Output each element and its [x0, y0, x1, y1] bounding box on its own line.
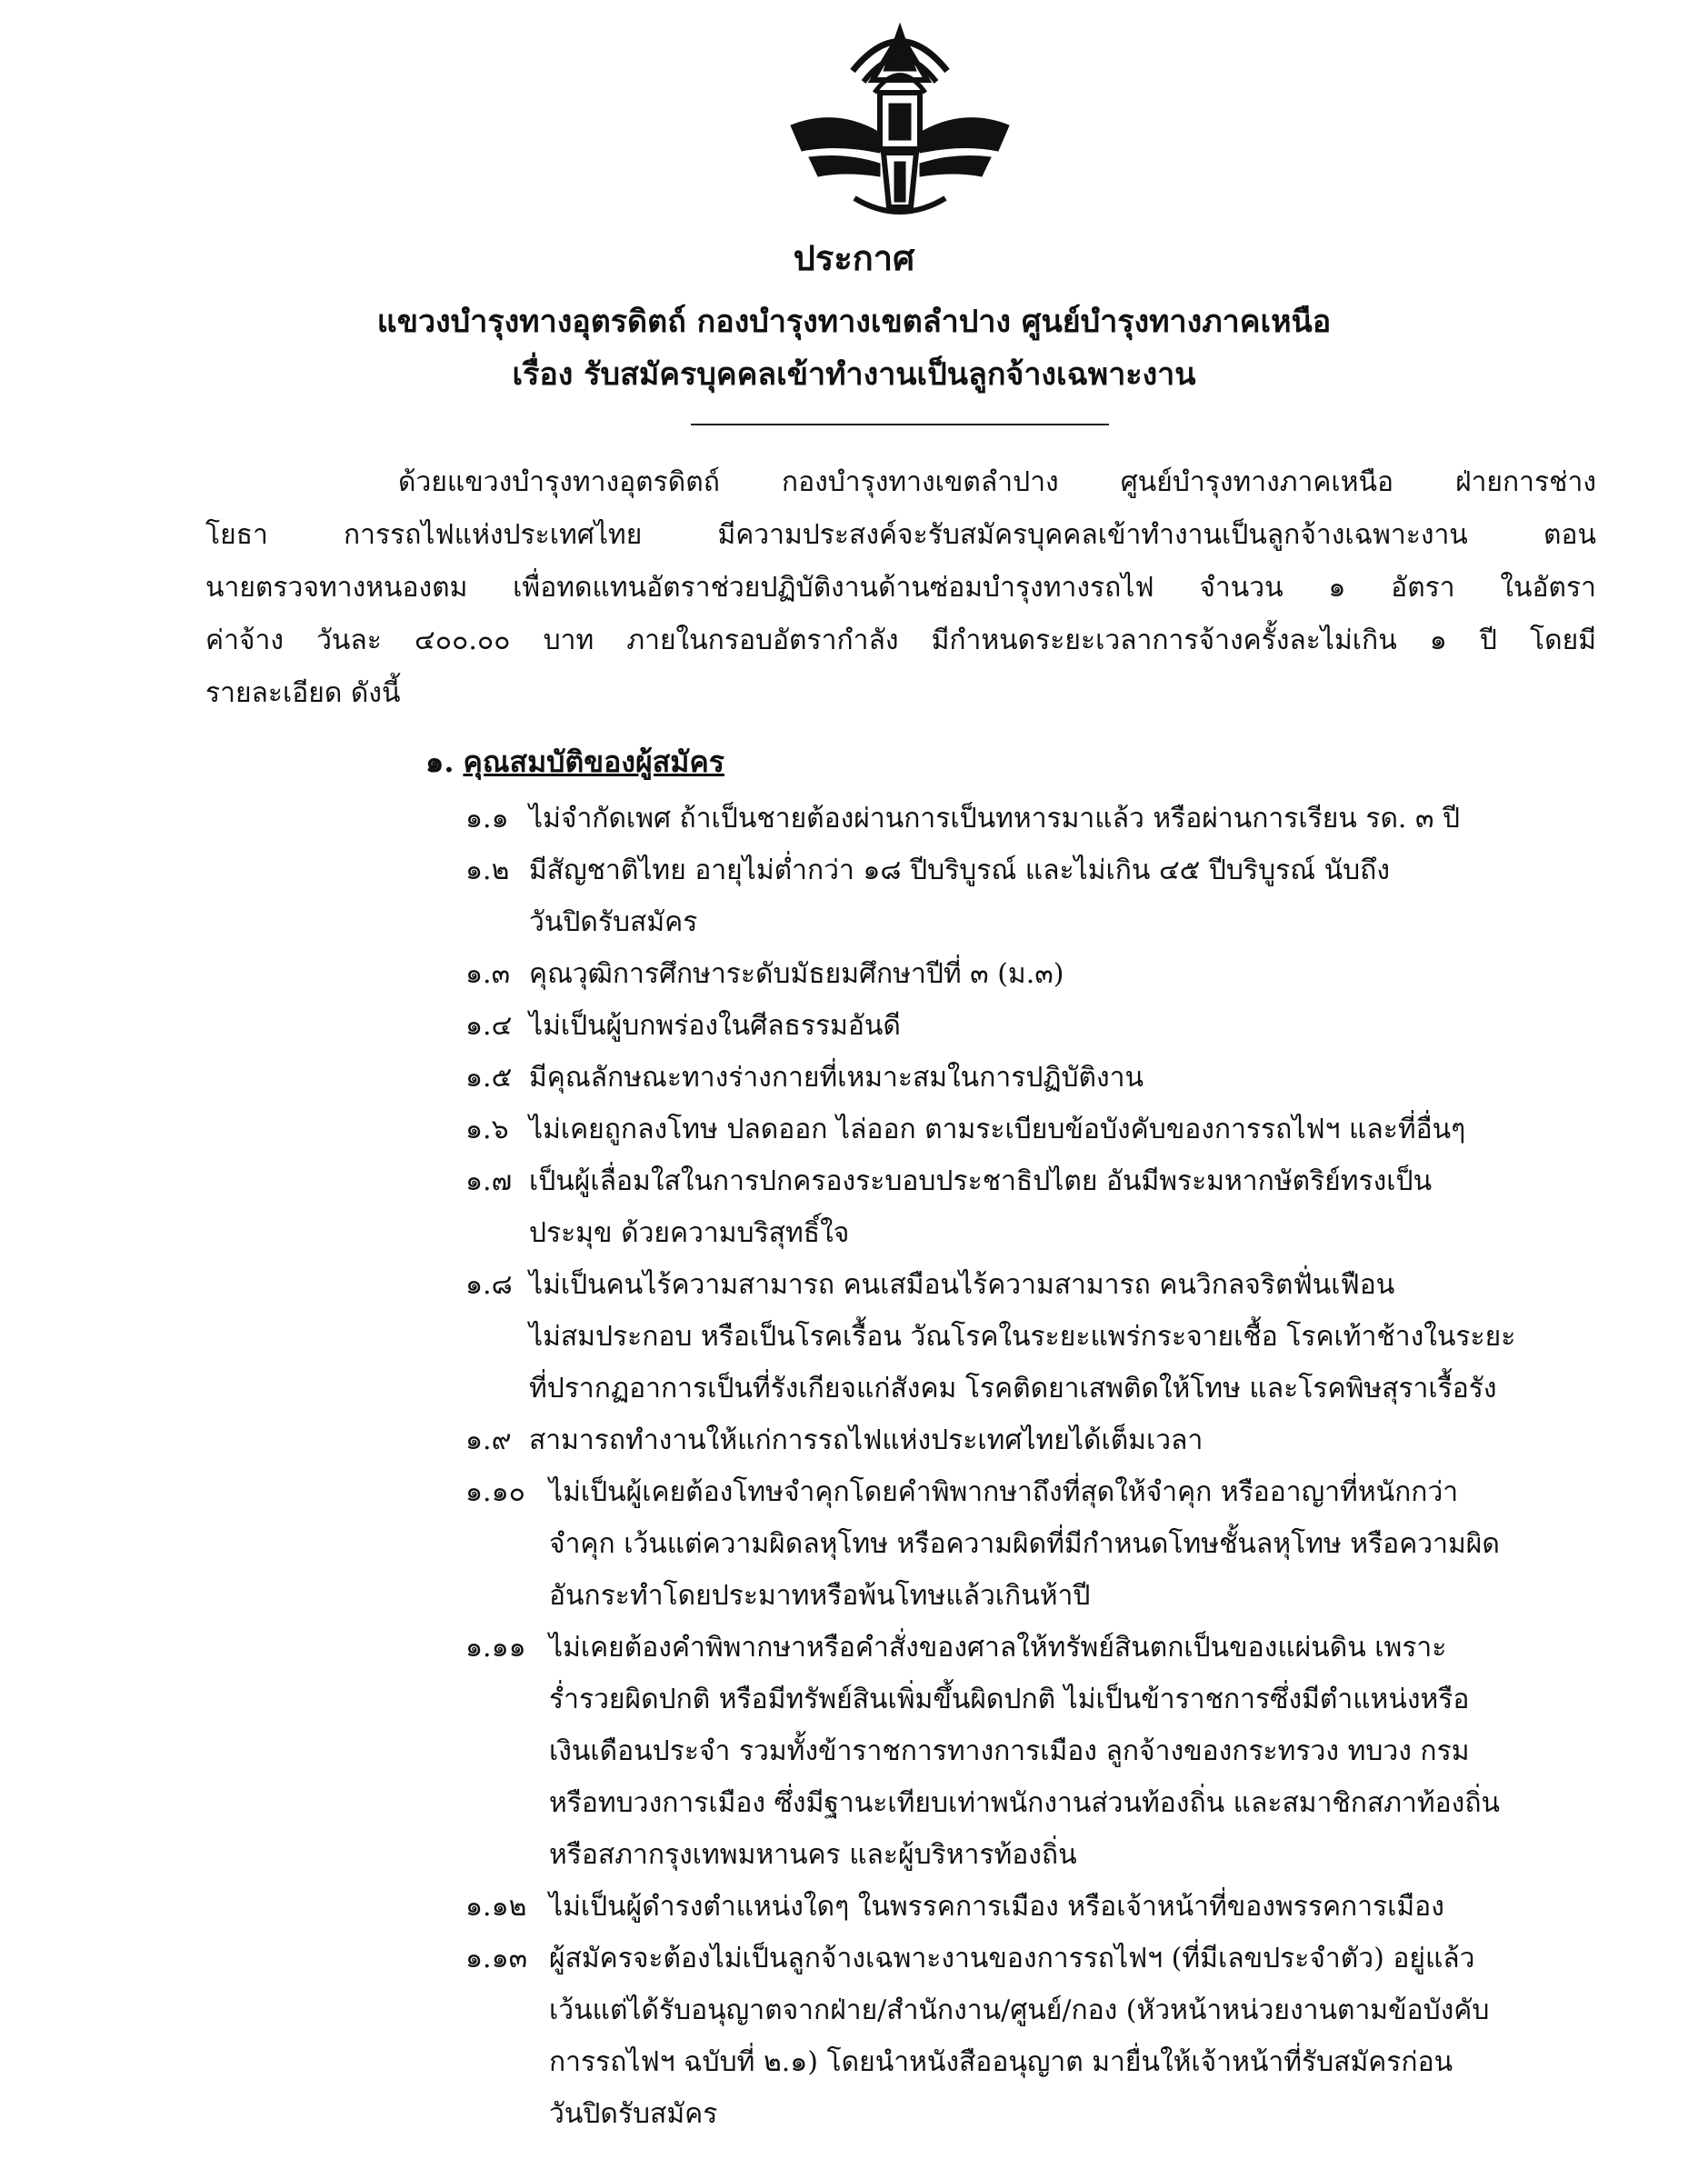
- item-text-line: การรถไฟฯ ฉบับที่ ๒.๑) โดยนำหนังสืออนุญาต มายื่นให้เจ้าหน้าที่รับสมัครก่อน: [549, 2046, 1453, 2078]
- item-number: ๑.๑: [465, 803, 509, 835]
- intro-line: ค่าจ้าง วันละ ๔๐๐.๐๐ บาท ภายในกรอบอัตรากำลัง มีกำหนดระยะเวลาการจ้างครั้งละไม่เกิน ๑ ปี โดยมี: [205, 625, 1596, 656]
- qualification-item: [465, 1052, 1593, 1104]
- item-number: ๑.๙: [465, 1424, 512, 1456]
- announcement-title: ประกาศ: [793, 237, 915, 278]
- qualification-item: [465, 793, 1593, 845]
- item-text-line: ไม่สมประกอบ หรือเป็นโรคเรื้อน วัณโรคในระยะแพร่กระจายเชื้อ โรคเท้าช้างในระยะ: [529, 1321, 1516, 1353]
- item-text-line: คุณวุฒิการศึกษาระดับมัธยมศึกษาปีที่ ๓ (ม.๓): [529, 958, 1064, 990]
- item-text-line: เว้นแต่ได้รับอนุญาตจากฝ่าย/สำนักงาน/ศูนย์/กอง (หัวหน้าหน่วยงานตามข้อบังคับ: [549, 1994, 1490, 2026]
- item-text-line: ไม่เคยถูกลงโทษ ปลดออก ไล่ออก ตามระเบียบข้อบังคับของการรถไฟฯ และที่อื่นๆ: [529, 1114, 1466, 1145]
- qualification-item: [465, 1104, 1593, 1155]
- intro-line: โยธา การรถไฟแห่งประเทศไทย มีความประสงค์จะรับสมัครบุคคลเข้าทำงานเป็นลูกจ้างเฉพาะงาน ตอน: [205, 519, 1596, 551]
- qualification-item: [465, 845, 1593, 948]
- item-text-line: หรือสภากรุงเทพมหานคร และผู้บริหารท้องถิ่น: [549, 1839, 1077, 1871]
- intro-line: ด้วยแขวงบำรุงทางอุตรดิตถ์ กองบำรุงทางเขตลำปาง ศูนย์บำรุงทางภาคเหนือ ฝ่ายการช่าง: [398, 466, 1596, 498]
- item-text-line: สามารถทำงานให้แก่การรถไฟแห่งประเทศไทยได้เต็มเวลา: [529, 1424, 1204, 1456]
- item-text-line: ไม่จำกัดเพศ ถ้าเป็นชายต้องผ่านการเป็นทหารมาแล้ว หรือผ่านการเรียน รด. ๓ ปี: [529, 803, 1461, 835]
- item-text-line: ร่ำรวยผิดปกติ หรือมีทรัพย์สินเพิ่มขึ้นผิดปกติ ไม่เป็นข้าราชการซึ่งมีตำแหน่งหรือ: [549, 1684, 1470, 1715]
- item-number: ๑.๑๒: [465, 1891, 527, 1923]
- qualification-item: [465, 1933, 1593, 2140]
- item-text-line: ไม่เคยต้องคำพิพากษาหรือคำสั่งของศาลให้ทรัพย์สินตกเป็นของแผ่นดิน เพราะ: [549, 1632, 1447, 1664]
- qualification-item: [465, 948, 1593, 1000]
- item-number: ๑.๖: [465, 1114, 509, 1145]
- item-text-line: ไม่เป็นผู้เคยต้องโทษจำคุกโดยคำพิพากษาถึงที่สุดให้จำคุก หรืออาญาที่หนักกว่า: [549, 1476, 1459, 1508]
- item-number: ๑.๑๐: [465, 1476, 525, 1508]
- item-text-line: เงินเดือนประจำ รวมทั้งข้าราชการทางการเมือง ลูกจ้างของกระทรวง ทบวง กรม: [549, 1735, 1470, 1767]
- item-text-line: หรือทบวงการเมือง ซึ่งมีฐานะเทียบเท่าพนักงานส่วนท้องถิ่น และสมาชิกสภาท้องถิ่น: [549, 1787, 1501, 1819]
- qualification-item: [465, 1155, 1593, 1259]
- intro-line: นายตรวจทางหนองตม เพื่อทดแทนอัตราช่วยปฏิบัติงานด้านซ่อมบำรุงทางรถไฟ จำนวน ๑ อัตรา ในอัตรา: [205, 572, 1596, 604]
- qualification-item: [465, 1414, 1593, 1466]
- item-number: ๑.๔: [465, 1010, 513, 1042]
- item-text-line: มีคุณลักษณะทางร่างกายที่เหมาะสมในการปฏิบัติงาน: [529, 1062, 1144, 1094]
- state-railway-emblem-icon: [782, 16, 1018, 225]
- item-text-line: เป็นผู้เลื่อมใสในการปกครองระบอบประชาธิปไตย อันมีพระมหากษัตริย์ทรงเป็น: [529, 1165, 1433, 1197]
- qualification-list: [465, 793, 1593, 2140]
- item-text-line: ประมุข ด้วยความบริสุทธิ์ใจ: [529, 1217, 850, 1249]
- qualification-item: [465, 1881, 1593, 1933]
- item-text-line: มีสัญชาติไทย อายุไม่ต่ำกว่า ๑๘ ปีบริบูรณ์ และไม่เกิน ๔๕ ปีบริบูรณ์ นับถึง: [529, 855, 1390, 886]
- intro-line: รายละเอียด ดังนี้: [205, 677, 401, 709]
- qualification-item: [465, 1259, 1593, 1414]
- item-text-line: ที่ปรากฏอาการเป็นที่รังเกียจแก่สังคม โรคติดยาเสพติดให้โทษ และโรคพิษสุราเรื้อรัง: [529, 1373, 1497, 1404]
- item-text-line: ไม่เป็นผู้ดำรงตำแหน่งใดๆ ในพรรคการเมือง หรือเจ้าหน้าที่ของพรรคการเมือง: [549, 1891, 1444, 1923]
- section-number: ๑.: [425, 745, 454, 779]
- title-divider: [691, 424, 1109, 425]
- item-text-line: ผู้สมัครจะต้องไม่เป็นลูกจ้างเฉพาะงานของการรถไฟฯ (ที่มีเลขประจำตัว) อยู่แล้ว: [549, 1943, 1475, 1974]
- intro-paragraph: [205, 456, 1596, 720]
- item-text-line: ไม่เป็นคนไร้ความสามารถ คนเสมือนไร้ความสามารถ คนวิกลจริตฟั่นเฟือน: [529, 1269, 1395, 1301]
- item-number: ๑.๓: [465, 958, 511, 990]
- item-text-line: ไม่เป็นผู้บกพร่องในศีลธรรมอันดี: [529, 1010, 901, 1042]
- item-number: ๑.๑๑: [465, 1632, 526, 1664]
- item-number: ๑.๕: [465, 1062, 513, 1094]
- item-number: ๑.๘: [465, 1269, 513, 1301]
- item-text-line: วันปิดรับสมัคร: [529, 906, 698, 938]
- subject-line: เรื่อง รับสมัครบุคคลเข้าทำงานเป็นลูกจ้างเฉพาะงาน: [512, 356, 1196, 393]
- organization-line: แขวงบำรุงทางอุตรดิตถ์ กองบำรุงทางเขตลำปาง ศูนย์บำรุงทางภาคเหนือ: [376, 304, 1332, 340]
- section-heading: [425, 742, 724, 782]
- item-number: ๑.๒: [465, 855, 510, 886]
- qualification-item: [465, 1466, 1593, 1622]
- item-number: ๑.๗: [465, 1165, 513, 1197]
- item-text-line: อันกระทำโดยประมาทหรือพ้นโทษแล้วเกินห้าปี: [549, 1580, 1091, 1612]
- item-number: ๑.๑๓: [465, 1943, 528, 1974]
- item-text-line: วันปิดรับสมัคร: [549, 2098, 718, 2130]
- section-title: คุณสมบัติของผู้สมัคร: [463, 745, 724, 779]
- qualification-item: [465, 1000, 1593, 1052]
- item-text-line: จำคุก เว้นแต่ความผิดลหุโทษ หรือความผิดที่มีกำหนดโทษชั้นลหุโทษ หรือความผิด: [549, 1528, 1500, 1560]
- qualification-item: [465, 1622, 1593, 1881]
